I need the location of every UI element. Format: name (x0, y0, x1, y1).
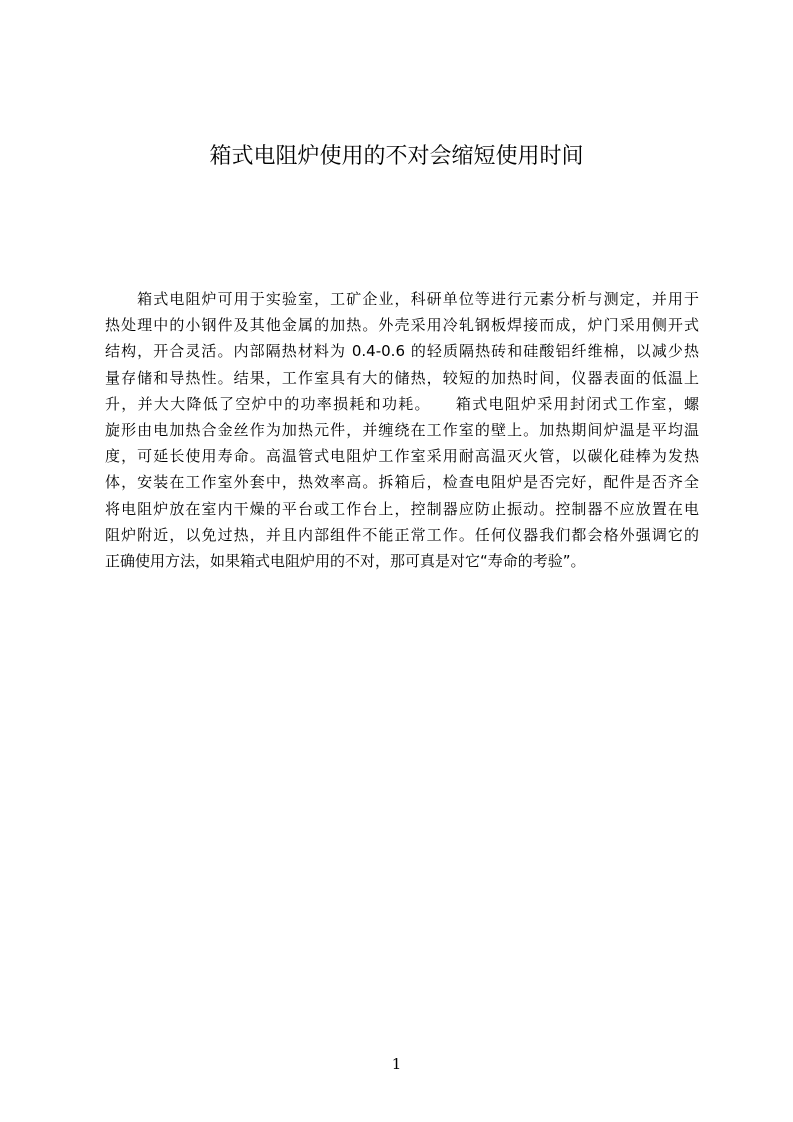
paragraph-line: 热处理中的小钢件及其他金属的加热。外壳采用冷轧钢板焊接而成，炉门采用侧开式 (105, 316, 699, 335)
page-number: 1 (391, 1055, 402, 1073)
paragraph-line: 升，并大大降低了空炉中的功率损耗和功耗。 箱式电阻炉采用封闭式工作室，螺 (105, 394, 699, 413)
paragraph-line: 箱式电阻炉可用于实验室，工矿企业，科研单位等进行元素分析与测定，并用于 (105, 290, 699, 308)
paragraph-line: 将电阻炉放在室内干燥的平台或工作台上，控制器应防止振动。控制器不应放置在电 (105, 499, 699, 518)
body-paragraph (105, 286, 699, 574)
document-title: 箱式电阻炉使用的不对会缩短使用时间 (209, 144, 584, 169)
paragraph-line: 旋形由电加热合金丝作为加热元件，并缠绕在工作室的壁上。加热期间炉温是平均温 (105, 421, 699, 440)
paragraph-line: 正确使用方法，如果箱式电阻炉用的不对，那可真是对它“寿命的考验”。 (105, 552, 586, 571)
paragraph-line: 阻炉附近，以免过热，并且内部组件不能正常工作。任何仪器我们都会格外强调它的 (105, 525, 699, 544)
paragraph-line: 体，安装在工作室外套中，热效率高。拆箱后，检查电阻炉是否完好，配件是否齐全 (105, 473, 699, 492)
paragraph-line: 度，可延长使用寿命。高温管式电阻炉工作室采用耐高温灭火管，以碳化硅棒为发热 (105, 447, 699, 466)
paragraph-line: 量存储和导热性。结果，工作室具有大的储热，较短的加热时间，仪器表面的低温上 (105, 368, 699, 387)
paragraph-line: 结构，开合灵活。内部隔热材料为 0.4-0.6 的轻质隔热砖和硅酸铝纤维棉，以减少热 (105, 342, 699, 361)
